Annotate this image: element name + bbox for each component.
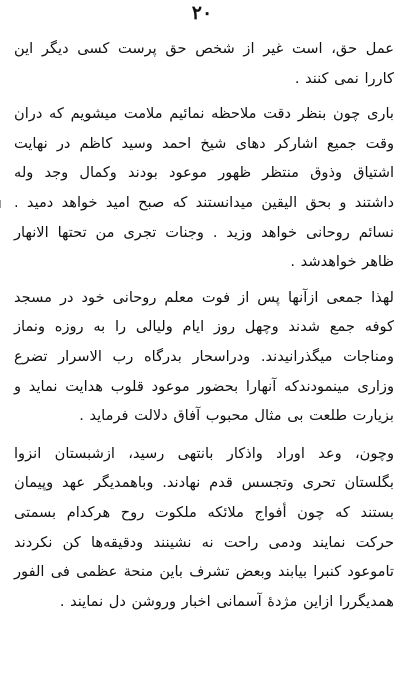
margin-mark	[0, 200, 5, 208]
paragraph-3: لهذا جمعی ازآنها پس از فوت معلم روحانی خود در مسجد کوفه جمع شدند وچهل روز ایام ولیالی را به روزه ونماز ومناجات میگذرانیدند. ودراسحار بدرگاه رب الاسرار تضرع وزاری مینمودندکه آنهارا بحضور موعود قلوب هدایت نماید و بزیارت طلعت بی مثال محبوب آفاق دلالت فرماید .	[14, 288, 394, 425]
page-body-text	[14, 34, 394, 624]
paragraph-1: عمل حق، است غیر از شخص حق پرست کسی دیگر این کاررا نمی کنند .	[14, 40, 394, 87]
paragraph-4: وچون، وعد اوراد واذکار بانتهی رسید، ازشبستان انزوا بگلستان تحری وتجسس قدم نهادند. وباهمدیگر عهد وپیمان بستند که چون أفواج ملائکه ملکوت روح هرکدام بسمتی حرکت نمایند ودمی راحت نه نشینند ودقیقه‌ها کن نکردند تاموعود کنبرا بیابند وبعض تشرف باین منحة عظمی فی الفور همدیگررا ازاین مژدهٔ آسمانی اخبار وروشن دل نمایند .	[14, 444, 394, 610]
page-number: ۲۰	[191, 2, 213, 24]
paragraph-2: باری چون بنظر دقت ملاحظه نمائیم ملامت میشویم که دران وقت جمیع اشارکر دهای شیخ احمد وسید کاظم در نهایت اشتیاق وذوق منتظر ظهور موعود بودند وکمال وجد وله داشتند و بحق الیقین میدانستند که صبح امید خواهد دمید . نسائم روحانی خواهد وزید . وجنات تجری من تحتها الانهار ظاهر خواهدشد .	[14, 105, 394, 271]
